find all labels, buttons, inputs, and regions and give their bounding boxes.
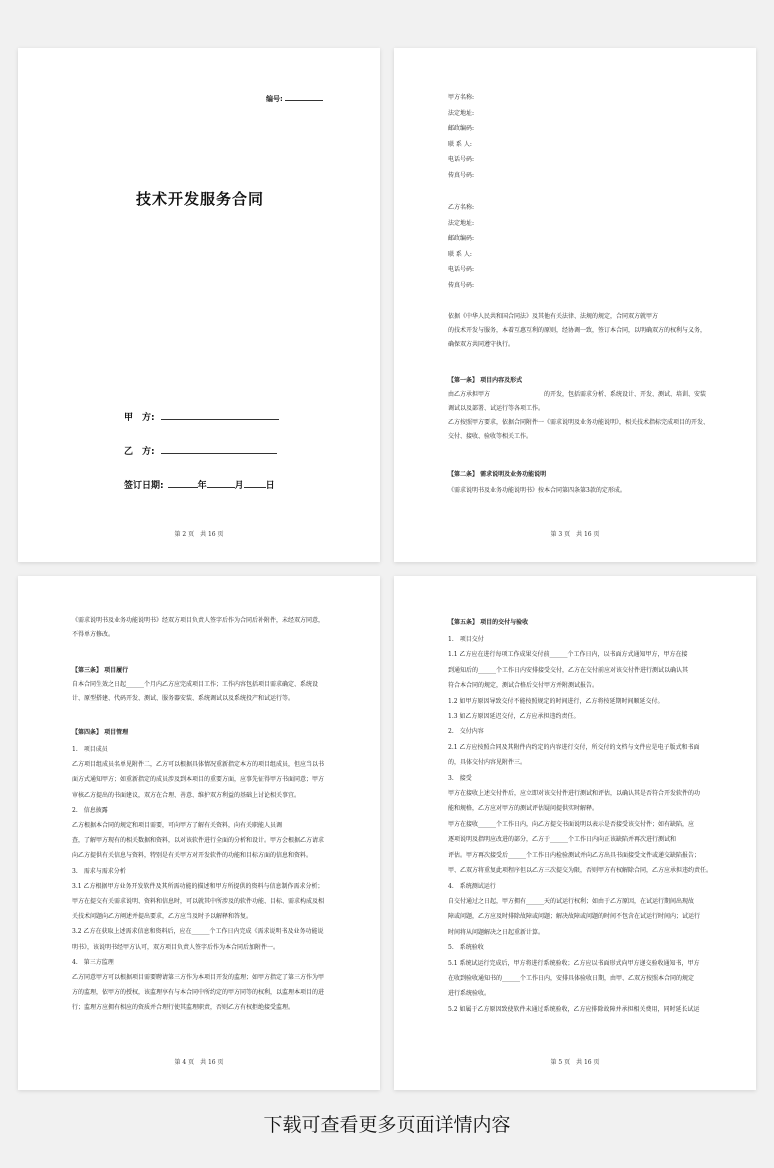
text-line: 联 系 人: (448, 140, 472, 148)
party-a-line: 甲 方: (124, 410, 279, 423)
text-line: 甲方在接收______个工作日内，向乙方提交书面说明以表示是否接受该交付件；如有缺陷，应 (448, 820, 695, 828)
contract-title: 技术开发服务合同 (136, 190, 265, 208)
page-footer: 第 5 页 共 16 页 (550, 1059, 600, 1066)
text-line: 的技术开发与服务，本着互惠互利的原则，经协调一致，签订本合同，以明确双方的权利与义务， (448, 327, 707, 334)
text-line: 交付、接收、验收等相关工作。 (448, 433, 533, 440)
article-2-body (448, 484, 626, 498)
text-line: 甲方在接收上述交付件后，应立即对该交付件进行测试和评估，以确认其是否符合开发软件的功 (448, 790, 701, 798)
text-line: 评估。甲方再次接受后______个工作日内检验测试并向乙方出具书面接受文件或递交缺陷报告； (448, 851, 701, 859)
text-line: 到通知后的______个工作日内安排接受交付，乙方在交付前应对该交付件进行测试以确认其 (448, 666, 689, 674)
text-line: 障或问题，乙方应及时排除故障或问题；解决故障或问题的时间不包含在试运行时间内；试运行 (448, 913, 701, 921)
text-line: 电话号码: (448, 266, 475, 273)
party-b-info (448, 200, 474, 293)
text-line: 计、原型搭建、代码开发、测试、服务器安装、系统调试以及系统投产和试运行等。 (72, 695, 295, 702)
text-line: 5.2 如属于乙方原因致使软件未通过系统验收，乙方应排除故障并承担相关费用，同时延长试运 (448, 1005, 700, 1013)
text-line: 自本合同生效之日起______个月内乙方应完成项目工作；工作内容包括项目需求确定、系统设 (72, 681, 319, 688)
text-line: 行；监理方应拥有相应的资质并合理行使其监理职责，否则乙方有权拒绝接受监理。 (72, 1004, 295, 1012)
article-3-body (72, 678, 318, 706)
article-5-title: 【第五条】 项目的交付与验收 (448, 619, 529, 626)
text-line: 乙方根据本合同的规定和项目需要，可向甲方了解有关资料，向有关职能人员调 (72, 822, 283, 830)
text-line: 3. 接受 (448, 774, 472, 782)
text-line: 乙方项目组成员名单见附件二，乙方可以根据具体情况重新指定本方的项目组成员，但应当以书 (72, 761, 325, 769)
article-4-title: 【第四条】 项目管理 (72, 729, 129, 736)
text-line: 1. 项目交付 (448, 636, 484, 643)
page-2 (18, 48, 380, 562)
text-line: 调试以及部署、试运行等各项工作。 (448, 405, 545, 412)
text-line: 查，了解甲方现有的相关数据和资料，以对该软件进行全面的分析和设计。甲方会根据乙方请求 (72, 837, 325, 845)
text-line: 进行系统验收。 (448, 990, 491, 998)
text-line: 方的监理，依甲方的授权，该监理享有与本合同中所约定的甲方同等的权利，以监理本项目的进 (72, 989, 325, 997)
page-4 (18, 576, 380, 1090)
text-line: 传真号码: (448, 171, 475, 179)
page-footer: 第 4 页 共 16 页 (174, 1059, 224, 1066)
download-caption: 下载可查看更多页面详情内容 (263, 1114, 511, 1136)
text-line: 审核乙方提出的书面建议，双方在合理、善意、维护双方利益的基础上讨论相关事宜。 (72, 791, 301, 799)
text-line: 逐项说明及指明应改进的部分，乙方于______个工作日内向正该缺陷并再次进行测试和 (448, 836, 677, 844)
text-line: 1.3 如乙方原因延迟交付，乙方应承担违约责任。 (448, 713, 580, 721)
article-1-title: 【第一条】 项目内容及形式 (448, 377, 523, 384)
text-line: 4. 第三方监理 (72, 958, 114, 966)
text-line: 电话号码: (448, 156, 475, 163)
text-line: 4. 系统测试运行 (448, 882, 496, 890)
text-line: 的，具体交付内容见附件三。 (448, 759, 527, 767)
text-line: 乙方名称: (448, 204, 475, 211)
party-b-line: 乙 方: (124, 444, 277, 457)
text-line: 《需求说明书及业务功能说明书》经双方项目负责人签字后作为合同后补附件，未经双方同意， (72, 617, 325, 624)
text-line: 2.1 乙方应按照合同及其附件内约定的内容进行交付，所交付的文档与文件应是电子版式和书面 (448, 743, 700, 751)
text-line: 乙方按照甲方要求，依据合同附件一《需求说明及业务功能说明》，相关技术指标完成项目的开发、 (448, 419, 710, 426)
text-line: 关技术问题向乙方阐述并提出要求，乙方应当及时予以解释和答复。 (72, 913, 253, 921)
continued-paragraph (72, 614, 324, 642)
text-line: 传真号码: (448, 281, 475, 289)
text-line: 2. 交付内容 (448, 728, 484, 736)
sign-date-line: 签订日期: 年 月 日 (124, 481, 275, 491)
article-5-body (448, 632, 712, 1017)
text-line: 邮政编码: (448, 235, 475, 242)
text-line: 时间将从问题解决之日起重新计算。 (448, 928, 545, 936)
page-footer: 第 2 页 共 16 页 (174, 531, 224, 538)
text-line: 法定地址: (448, 109, 475, 117)
article-3-title: 【第三条】 项目履行 (72, 667, 129, 674)
text-line: 邮政编码: (448, 125, 475, 132)
text-line: 在收到验收通知书的______个工作日内，安排具体验收日期，由甲、乙双方按照本合同的规定 (448, 974, 695, 982)
text-line: 1.2 如甲方原因导致交付不能按照规定的时间进行，乙方将按延期时间顺延交付。 (448, 697, 664, 705)
text-line: 甲方名称: (448, 94, 475, 101)
text-line: 确保双方共同遵守执行。 (448, 341, 515, 348)
text-line: 法定地址: (448, 219, 475, 227)
text-line: 面方式通知甲方；如重新指定的成员涉及到本项目的重要方面，应事先征得甲方书面同意；甲方 (72, 776, 325, 784)
text-line: 1. 项目成员 (72, 746, 108, 753)
text-line: 5.1 系统试运行完成后，甲方将进行系统验收；乙方应以书面形式向甲方递交验收通知书，甲方 (448, 959, 700, 967)
text-line: 乙方同意甲方可以根据项目需要聘请第三方作为本项目开发的监理；如甲方指定了第三方作为甲 (72, 974, 325, 982)
text-line: 甲、乙双方将重复此项程序但以乙方三次提交为限，否则甲方有权解除合同，乙方应承担违约责任。 (448, 867, 713, 875)
text-line: 2. 信息披露 (72, 806, 108, 814)
article-4-body (72, 742, 324, 1016)
text-line: 3.1 乙方根据甲方业务开发软件及其所需功能的描述和甲方所提供的资料与信息制作需求分析； (72, 882, 324, 890)
article-2-title: 【第二条】 需求说明及业务功能说明 (448, 471, 547, 478)
text-line: 符合本合同的规定，测试合格后交付甲方并附测试报告。 (448, 682, 599, 690)
party-a-info (448, 90, 474, 183)
text-line: 联 系 人: (448, 250, 472, 258)
text-line: 3. 需求与需求分析 (72, 867, 126, 875)
text-line: 1.1 乙方应在进行每项工作成果交付前______个工作日内，以书面方式通知甲方，甲方在接 (448, 651, 688, 659)
text-line: 能和规格，乙方应对甲方的测试评估疑问提供实时解释。 (448, 805, 599, 813)
text-line: 由乙方承担甲方 的开发，包括需求分析、系统设计、开发、测试、培训、安装 (448, 391, 707, 398)
text-line: 不得单方修改。 (72, 631, 115, 638)
text-line: 5. 系统验收 (448, 944, 484, 952)
article-1-body (448, 388, 709, 444)
page-footer: 第 3 页 共 16 页 (550, 531, 600, 538)
text-line: 3.2 乙方在获取上述需求信息和资料后，应在______个工作日内完成《需求说明书及业务功能说 (72, 928, 324, 936)
page-5 (394, 576, 756, 1090)
text-line: 依据《中华人民共和国合同法》及其他有关法律、法规的规定，合同双方就甲方 (448, 313, 659, 320)
intro-paragraph (448, 310, 706, 352)
text-line: 《需求说明书及业务功能说明书》按本合同第四条第3款的定形成。 (448, 487, 626, 494)
page-3 (394, 48, 756, 562)
text-line: 向乙方提供有关信息与资料，特别是有关甲方对开发软件的功能和目标方面的信息和资料。 (72, 852, 313, 860)
text-line: 自交付通过之日起，甲方拥有______天的试运行权利；如由于乙方原因，在试运行期间出现故 (448, 897, 695, 905)
contract-number: 编号: (266, 92, 323, 104)
text-line: 明书》，该说明书经甲方认可，双方项目负责人签字后作为本合同后加附件一。 (72, 943, 280, 951)
text-line: 甲方在提交有关需求说明、资料和信息时，可以就其中所涉及的软件功能、目标、需求构成及相 (72, 898, 325, 906)
